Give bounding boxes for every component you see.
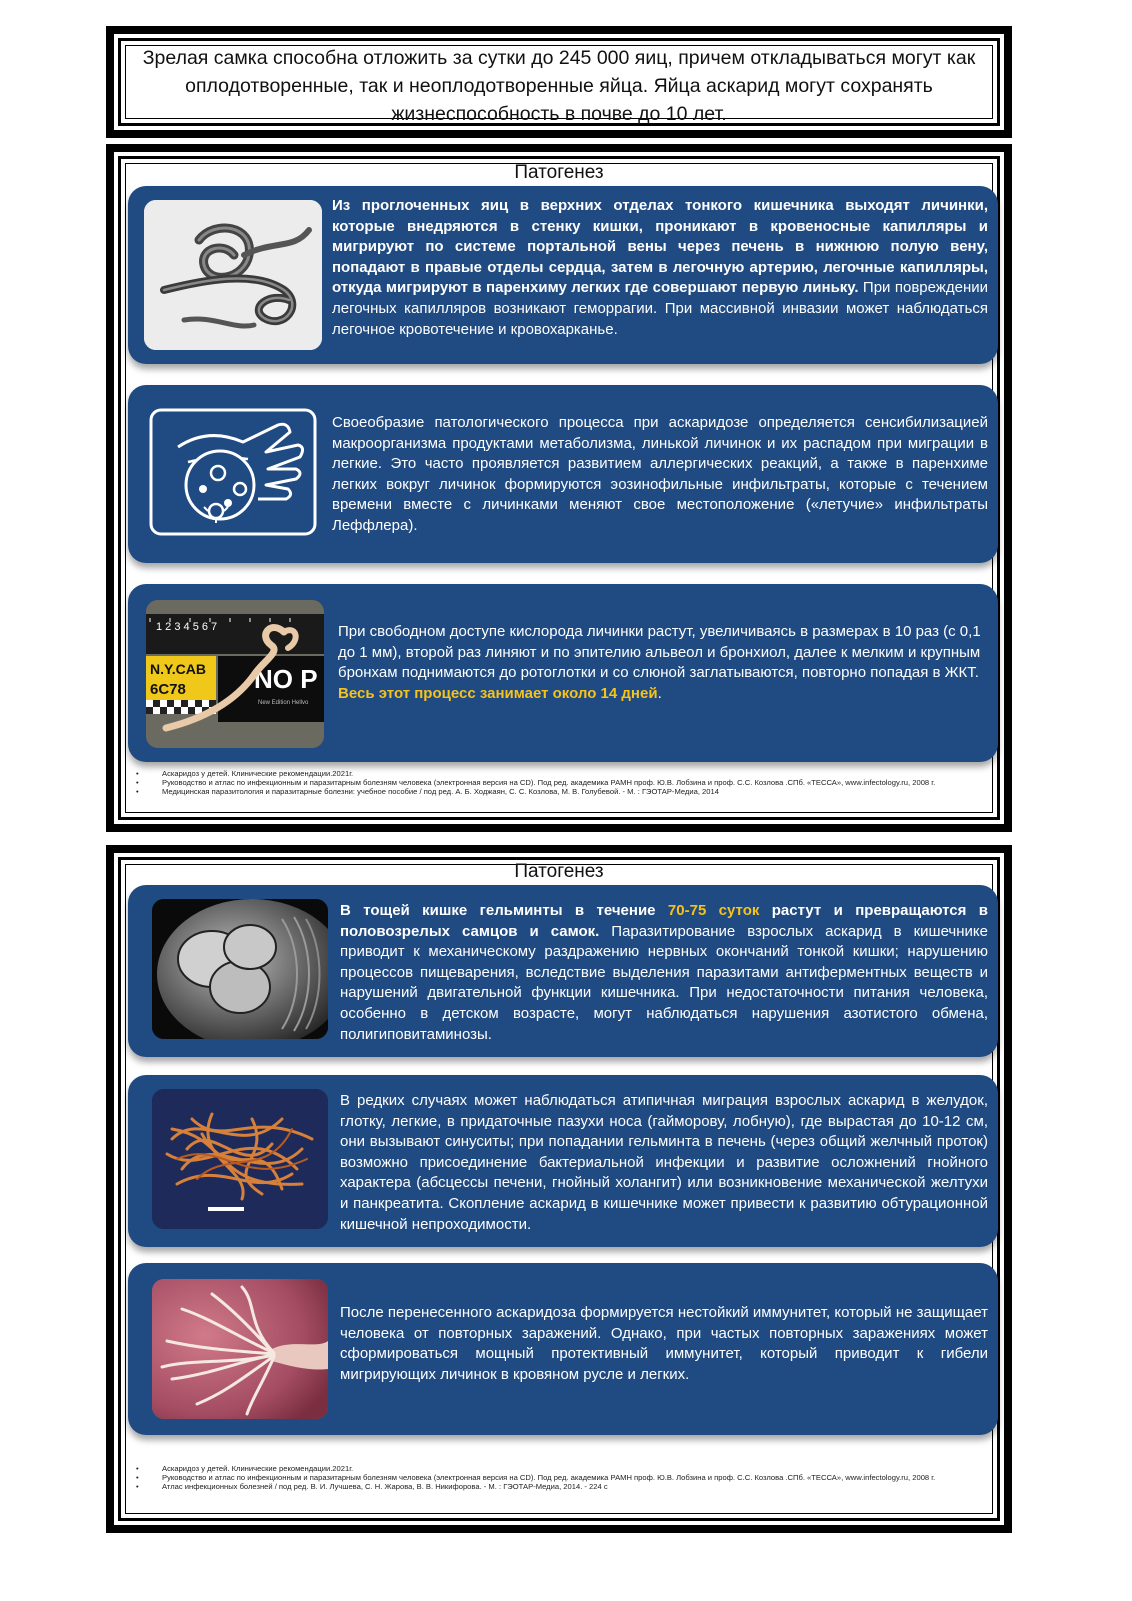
card-larvae-growth [128, 584, 998, 762]
reference-item: • Руководство и атлас по инфекционным и паразитарным болезням человека (электронная версия на CD). Под ред. академика РАМН проф. Ю.В. Лобзина и проф. С.С. Козлова .СПб. «ТЕССА», www.infectology.ru, 2008 г. [136, 778, 982, 787]
allergy-icon [148, 407, 318, 537]
card-atypical-migration [128, 1075, 998, 1247]
reference-item: • Аскаридоз у детей. Клинические рекомендации.2021г. [136, 769, 982, 778]
ruler-numbers: 1 2 3 4 5 6 7 [156, 621, 218, 633]
references-list [136, 769, 982, 796]
card-immunity-text: После перенесенного аскаридоза формируется нестойкий иммунитет, который не защищает человека от повторных заражений. Однако, при частых повторных заражениях может сформироваться мощный протективный иммунитет, который приводит к гибели мигрирующих личинок в кровяном русле и легких. [340, 1304, 988, 1383]
reference-item: • Атлас инфекционных болезней / под ред. В. И. Лучшева, С. Н. Жарова, В. В. Никифорова. - М. : ГЭОТАР-Медиа, 2014. - 224 с [136, 1482, 982, 1491]
card-growth-text: При свободном доступе кислорода личинки растут, увеличиваясь в размерах в 10 раз (с 0,1 до 1 мм), второй раз линяют и по эпителию альвеол и бронхиол, далее к мелким и крупным бронхам поднимаются до ротоглотки и со слюной заглатываются, повторно попадая в ЖКТ. Весь этот процесс занимает около 14 дней. [338, 623, 981, 702]
references-list [136, 1464, 982, 1491]
larvae-illustration [144, 200, 322, 350]
license-plate-text: N.Y.CAB [150, 661, 207, 677]
card-larvae-text: Из проглоченных яиц в верхних отделах тонкого кишечника выходят личинки, которые внедряются в стенку кишки, проникают в кровеносные капилляры и мигрируют по системе портальной вены через печень в нижнюю полую вену, попадают в правые отделы сердца, затем в легочную артерию, легочные капилляры, откуда мигрируют в паренхиму легких где совершают первую линьку. При повреждении легочных капилляров возникают геморрагии. При массивной инвазии может наблюдаться легочное кровотечение и кровохарканье. [332, 197, 988, 338]
reference-item: • Аскаридоз у детей. Клинические рекомендации.2021г. [136, 1464, 982, 1473]
sem-photo [152, 899, 328, 1039]
slide-pathogenesis-1 [106, 144, 1012, 832]
slide-title: Патогенез [514, 861, 604, 882]
slide-pathogenesis-2 [106, 845, 1012, 1533]
card-adult-worms [128, 885, 998, 1057]
card-sensitization-text: Своеобразие патологического процесса при аскаридозе определяется сенсибилизацией макроорганизма продуктами метаболизма, линькой личинок и их распадом при миграции в легкие. Это часто проявляется развитием аллергических реакций, а также в паренхиме легких вокруг личинок формируются эозинофильные инфильтраты, которые с течением времени вместе с личинками меняют свое местоположение («летучие» инфильтраты Леффлера). [332, 414, 988, 534]
card-immunity [128, 1263, 998, 1435]
card-atypical-text: В редких случаях может наблюдаться атипичная миграция взрослых аскарид в желудок, глотку, легкие, в придаточные пазухи носа (гайморову, лобную), где вырастая до 10-12 см, они вызывают синуситы; при попадании гельминта в печень (через общий желчный проток) возможно присоединение бактериальной инфекции и развитие осложнений гнойного характера (абсцессы печени, гнойный холангит) или возникновение механической желтухи и панкреатита. Скопление аскарид в кишечнике может привести к развитию обтурационной кишечной непроходимости. [340, 1092, 988, 1233]
intro-text: Зрелая самка способна отложить за сутки до 245 000 яиц, причем откладываться могут как оплодотворенные, так и неоплодотворенные яйца. Яйца аскарид могут сохранять жизнеспособность в почве до 10 лет. [142, 47, 976, 125]
worm-cluster-photo [152, 1089, 328, 1229]
intro-box [106, 26, 1012, 138]
card-larvae-migration [128, 186, 998, 364]
card-sensitization [128, 385, 998, 563]
reference-item: • Медицинская паразитология и паразитарные болезни: учебное пособие / под ред. А. Б. Ходжаян, С. С. Козлова, М. В. Голубевой. - М. : ГЭОТАР-Медиа, 2014 [136, 787, 982, 796]
slide-title: Патогенез [514, 162, 604, 183]
sign-text: NO P [254, 664, 318, 694]
reference-item: • Руководство и атлас по инфекционным и паразитарным болезням человека (электронная версия на CD). Под ред. академика РАМН проф. Ю.В. Лобзина и проф. С.С. Козлова .СПб. «ТЕССА», www.infectology.ru, 2008 г. [136, 1473, 982, 1482]
larvae-drawing-icon [144, 200, 322, 350]
worm-photo [146, 600, 324, 748]
license-plate-number: 6C78 [150, 681, 186, 698]
sign-small-text: New Edition Hellvo [258, 700, 309, 706]
intestine-photo [152, 1279, 328, 1419]
card-adult-worms-text: В тощей кишке гельминты в течение 70-75 суток растут и превращаются в половозрелых самцов и самок. Паразитирование взрослых аскарид в кишечнике приводит к механическому раздражению нервных окончаний тонкой кишки; нарушению процессов пищеварения, вследствие выделения паразитами антиферментных веществ и нарушений двигательной функции кишечника. При недостаточности питания человека, особенно в детском возрасте, могут наблюдаться нарушения азотистого обмена, полигиповитаминозы. [340, 902, 988, 1043]
